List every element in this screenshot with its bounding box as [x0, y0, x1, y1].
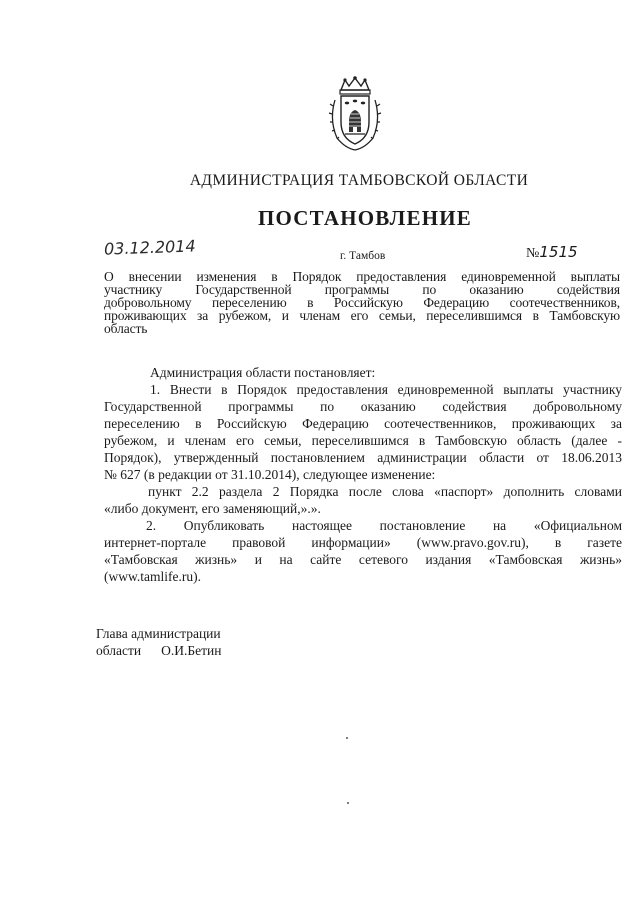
item2-line: интернет-портале правовой информации» (www.pravo.gov.ru), в газете: [104, 535, 622, 550]
signature-title-line2: области: [96, 643, 142, 658]
document-type-heading: ПОСТАНОВЛЕНИЕ: [257, 206, 473, 230]
item2-line: (www.tamlife.ru).: [104, 569, 201, 584]
document-number: [526, 243, 578, 262]
item1-line: рубежом, и членам его семьи, переселившимся в Тамбовскую область (далее -: [104, 433, 622, 448]
item1-line: Государственной программы по оказанию содействия добровольному: [104, 399, 622, 414]
signature-line2: [96, 642, 221, 659]
item1-line: 1. Внести в Порядок предоставления единовременной выплаты участнику: [150, 382, 622, 397]
document-city: г. Тамбов: [340, 250, 386, 262]
subject-line: добровольному переселению в Российскую Федерацию соотечественников,: [104, 295, 620, 310]
document-date: 03.12.2014: [103, 236, 196, 259]
subject-line: участнику Государственной программы по оказанию содействия: [104, 282, 620, 297]
document-body: [104, 364, 622, 585]
organization-title: АДМИНИСТРАЦИЯ ТАМБОВСКОЙ ОБЛАСТИ: [189, 172, 529, 189]
amendment-line: пункт 2.2 раздела 2 Порядка после слова «паспорт» дополнить словами: [148, 484, 622, 499]
item2-line: 2. Опубликовать настоящее постановление на «Официальном: [146, 518, 622, 533]
amendment-line: «либо документ, его заменяющий,».».: [104, 501, 321, 516]
body-intro: Администрация области постановляет:: [150, 365, 376, 380]
item2-line: «Тамбовская жизнь» и на сайте сетевого издания «Тамбовская жизнь»: [104, 552, 622, 567]
item1-line: Порядок), утвержденный постановлением администрации области от 18.06.2013: [104, 450, 622, 465]
number-value: 1515: [539, 243, 578, 261]
number-sign: №: [526, 246, 540, 261]
scan-speck: [346, 737, 348, 739]
subject-line: область: [104, 321, 148, 336]
signature-block: [96, 625, 221, 659]
tambov-coat-of-arms-icon: [327, 76, 383, 154]
signatory-name: О.И.Бетин: [161, 643, 222, 658]
subject-line: О внесении изменения в Порядок предоставления единовременной выплаты: [104, 269, 620, 284]
signature-title: Глава администрации: [96, 626, 221, 641]
item1-line: № 627 (в редакции от 31.10.2014), следующее изменение:: [104, 467, 436, 482]
item1-line: переселению в Российскую Федерацию соотечественников, проживающих за: [104, 416, 622, 431]
subject-line: проживающих за рубежом, и членам его семьи, переселившимся в Тамбовскую: [104, 308, 620, 323]
document-subject: [104, 270, 620, 335]
scan-speck: [347, 802, 349, 804]
